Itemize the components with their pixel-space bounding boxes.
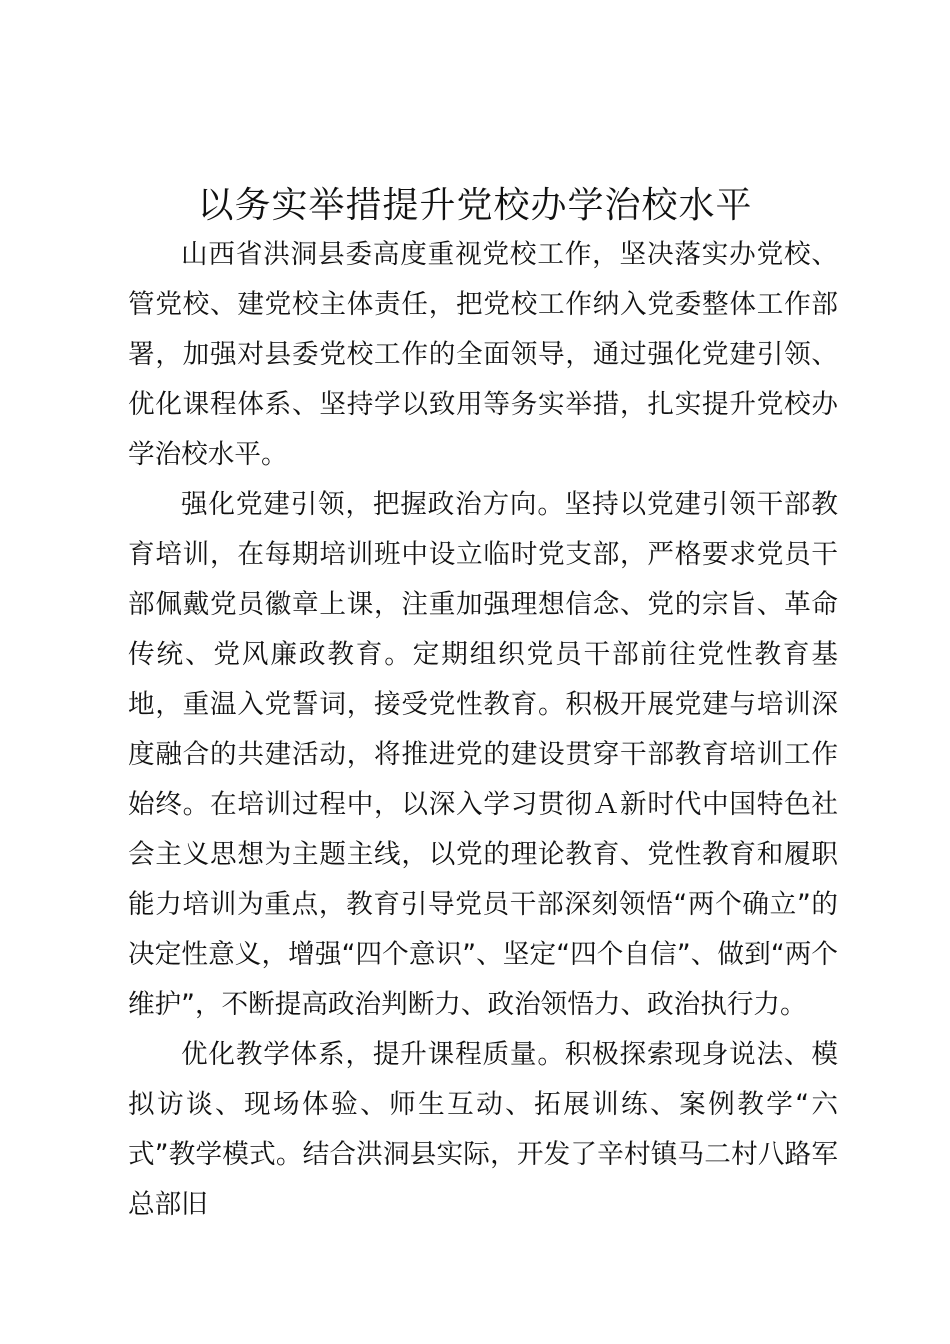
paragraph-party-building: 强化党建引领，把握政治方向。坚持以党建引领干部教育培训，在每期培训班中设立临时党支部，严格要求党员干部佩戴党员徽章上课，注重加强理想信念、党的宗旨、革命传统、党风廉政教育。定期组织党员干部前往党性教育基地，重温入党誓词，接受党性教育。积极开展党建与培训深度融合的共建活动，将推进党的建设贯穿干部教育培训工作始终。在培训过程中，以深入学习贯彻Ａ新时代中国特色社会主义思想为主题主线，以党的理论教育、党性教育和履职能力培训为重点，教育引导党员干部深刻领悟“两个确立”的决定性意义，增强“四个意识”、坚定“四个自信”、做到“两个维护”，不断提高政治判断力、政治领悟力、政治执行力。 (128, 489, 838, 1020)
paragraph-teaching-system: 优化教学体系，提升课程质量。积极探索现身说法、模拟访谈、现场体验、师生互动、拓展训练、案例教学“六式”教学模式。结合洪洞县实际，开发了辛村镇马二村八路军总部旧 (128, 1039, 838, 1220)
paragraph-intro: 山西省洪洞县委高度重视党校工作，坚决落实办党校、管党校、建党校主体责任，把党校工作纳入党委整体工作部署，加强对县委党校工作的全面领导，通过强化党建引领、优化课程体系、坚持学以致用等务实举措，扎实提升党校办学治校水平。 (128, 239, 838, 470)
document-body (128, 230, 838, 1230)
document-title: 以务实举措提升党校办学治校水平 (197, 185, 753, 226)
